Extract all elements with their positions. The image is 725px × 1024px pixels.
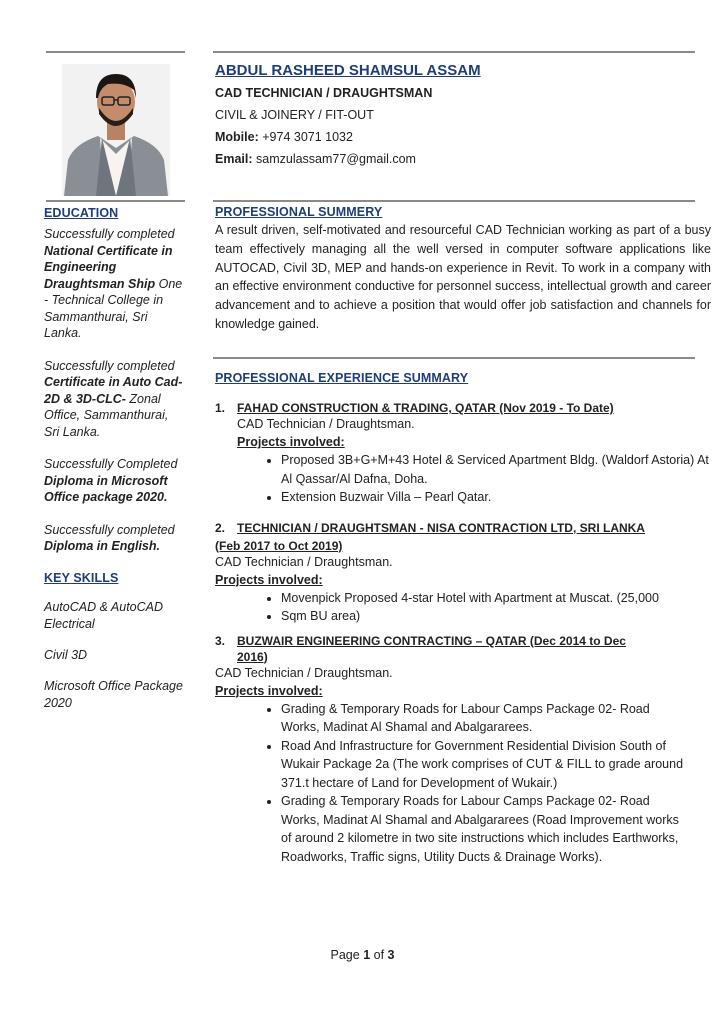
education-heading: EDUCATION xyxy=(44,206,119,220)
education-item: Successfully completed Diploma in English. xyxy=(44,522,175,553)
left-column xyxy=(44,200,186,726)
summary-text: A result driven, self-motivated and resourceful CAD Technician working as part of a busy team effectively managing all the well versed in computer software applications like AUTOCAD, Civil 3D, MEP and hands-on experience in Revit. To work in a company with an effective environment conductive for personnel success, intellectual growth and career advancement and to achieve a position that would offer job satisfaction and channels for knowledge gained. xyxy=(215,223,711,331)
project-item: • Extension Buzwair Villa – Pearl Qatar. xyxy=(281,488,711,507)
skill-item: AutoCAD & AutoCAD Electrical xyxy=(44,599,164,631)
job-dates: 2016) xyxy=(237,649,268,664)
summary-section xyxy=(215,205,711,334)
education-item: Successfully Completed Diploma in Microsoft Office package 2020. xyxy=(44,457,178,504)
person-photo-icon xyxy=(62,64,170,196)
summary-rule xyxy=(213,200,695,202)
page-footer: Page 1 of 3 xyxy=(330,948,395,962)
project-item: • Grading & Temporary Roads for Labour Camps Package 02- Road Works, Madinat Al Shamal and Abalgararees (Road Improvement works of around 2 kilometre in two site instructions which includes Earthworks, Roadworks, Traffic signs, Utility Ducts & Drainage Works). xyxy=(281,792,691,866)
education-list xyxy=(44,226,186,555)
job-title: CAD TECHNICIAN / DRAUGHTSMAN xyxy=(215,86,433,100)
candidate-name: ABDUL RASHEED SHAMSUL ASSAM xyxy=(215,62,481,79)
project-list xyxy=(215,589,711,626)
job-item: 2. TECHNICIAN / DRAUGHTSMAN - NISA CONTRACTION LTD, SRI LANKA (Feb 2017 to Oct 2019) CAD Technician / Draughtsman. Projects involved: • Movenpick Proposed 4-star Hotel with Apartment at Muscat. (25,000 • Sqm BU area) xyxy=(215,521,711,626)
project-item: • Grading & Temporary Roads for Labour Camps Package 02- Road Works, Madinat Al Shamal and Abalgararees. xyxy=(281,700,691,737)
page-number: 1 xyxy=(363,948,371,962)
field: CIVIL & JOINERY / FIT-OUT xyxy=(215,108,374,122)
project-item: • Movenpick Proposed 4-star Hotel with Apartment at Muscat. (25,000 xyxy=(281,589,711,608)
projects-label: Projects involved: xyxy=(237,435,345,449)
job-item: 1. FAHAD CONSTRUCTION & TRADING, QATAR (Nov 2019 - To Date) CAD Technician / Draughtsman. Projects involved: • Proposed 3B+G+M+43 Hotel & Serviced Apartment Bldg. (Waldorf Astoria) At Al Qassar/Al Dafna, Doha. • Extension Buzwair Villa – Pearl Qatar. xyxy=(215,401,711,507)
mobile-number: +974 3071 1032 xyxy=(262,130,353,144)
email-line: Email: samzulassam77@gmail.com xyxy=(215,152,416,166)
job-dates: (Feb 2017 to Oct 2019) xyxy=(215,538,343,553)
top-rule-left xyxy=(46,51,185,53)
project-item: • Road And Infrastructure for Government Residential Division South of Wukair Package 2a (The work comprises of CUT & FILL to grade around 371.t hectare of Land for Development of Wukair.) xyxy=(281,737,691,793)
job-role: CAD Technician / Draughtsman. xyxy=(215,554,393,569)
job-title: TECHNICIAN / DRAUGHTSMAN - NISA CONTRACTION LTD, SRI LANKA xyxy=(237,520,645,535)
experience-rule xyxy=(213,357,695,359)
project-list xyxy=(215,700,711,867)
summary-heading: PROFESSIONAL SUMMERY xyxy=(215,205,383,219)
profile-photo xyxy=(62,64,170,196)
key-skills-heading: KEY SKILLS xyxy=(44,570,119,585)
job-role: CAD Technician / Draughtsman. xyxy=(215,665,393,680)
projects-label: Projects involved: xyxy=(215,683,323,698)
project-list xyxy=(215,451,711,507)
education-item: Successfully completed Certificate in Auto Cad-2D & 3D-CLC- Zonal Office, Sammanthurai, Sri Lanka. xyxy=(44,358,183,439)
job-title: FAHAD CONSTRUCTION & TRADING, QATAR (Nov 2019 - To Date) xyxy=(237,401,614,415)
project-item: • Sqm BU area) xyxy=(281,607,711,626)
job-role: CAD Technician / Draughtsman. xyxy=(237,417,415,431)
skill-item: Microsoft Office Package 2020 xyxy=(44,678,183,710)
skill-item: Civil 3D xyxy=(44,647,88,662)
job-item: 3. BUZWAIR ENGINEERING CONTRACTING – QATAR (Dec 2014 to Dec 2016) CAD Technician / Draughtsman. Projects involved: • Grading & Temporary Roads for Labour Camps Package 02- Road Works, Madinat Al Shamal and Abalgararees. • Road And Infrastructure for Government Residential Division South of Wukair Package 2a (The work comprises of CUT & FILL to grade around 371.t hectare of Land for Development of Wukair.) • Grading & Temporary Roads for Labour Camps Package 02- Road Works, Madinat Al Shamal and Abalgararees (Road Improvement works of around 2 kilometre in two site instructions which includes Earthworks, Roadworks, Traffic signs, Utility Ducts & Drainage Works). xyxy=(215,634,711,867)
education-item: Successfully completed National Certificate in Engineering Draughtsman Ship One - Technical College in Sammanthurai, Sri Lanka. xyxy=(44,227,183,340)
experience-section xyxy=(215,371,711,866)
email-address: samzulassam77@gmail.com xyxy=(256,152,416,166)
projects-label: Projects involved: xyxy=(215,572,323,587)
job-title: BUZWAIR ENGINEERING CONTRACTING – QATAR (Dec 2014 to Dec xyxy=(237,633,626,648)
page-total: 3 xyxy=(387,948,395,962)
top-rule-right xyxy=(213,51,695,53)
mobile-line: Mobile: +974 3071 1032 xyxy=(215,130,353,144)
header-block xyxy=(215,62,711,170)
experience-heading: PROFESSIONAL EXPERIENCE SUMMARY xyxy=(215,371,469,385)
project-item: • Proposed 3B+G+M+43 Hotel & Serviced Apartment Bldg. (Waldorf Astoria) At Al Qassar/Al Dafna, Doha. xyxy=(281,451,711,488)
